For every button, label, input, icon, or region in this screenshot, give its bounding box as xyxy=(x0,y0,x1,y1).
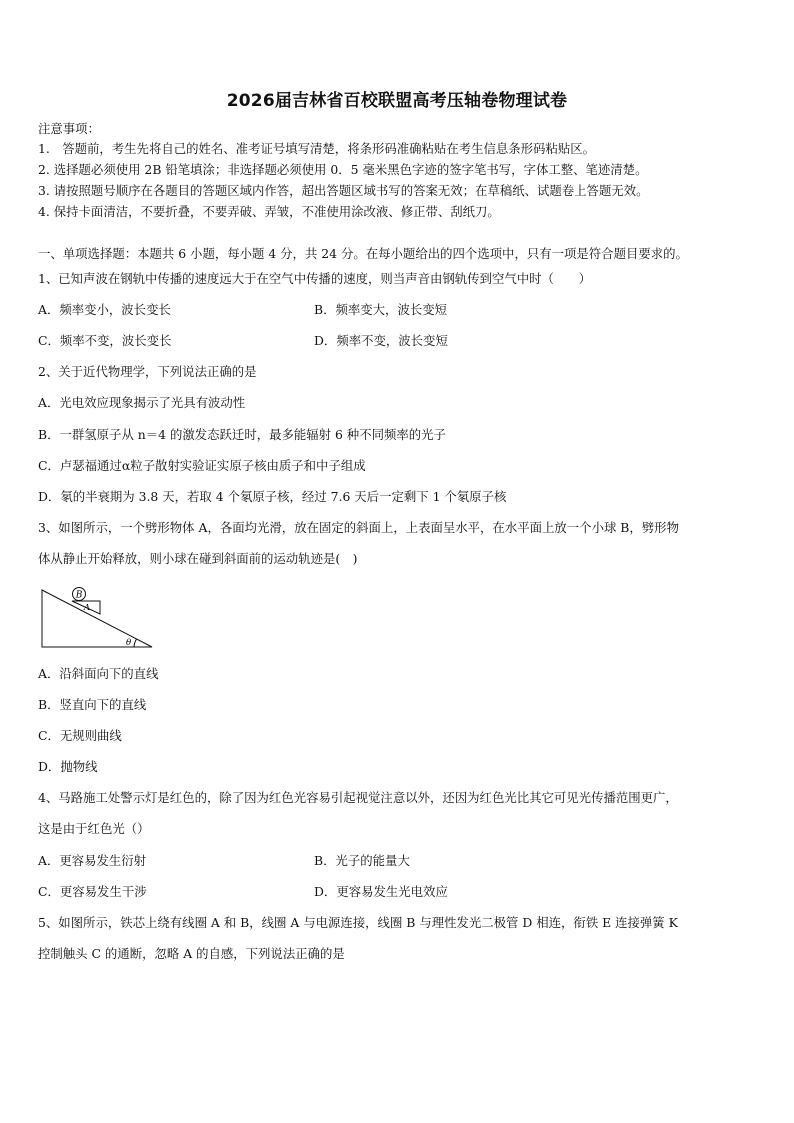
section-heading: 一、单项选择题：本题共 6 小题，每小题 4 分，共 24 分。在每小题给出的四个选项中，只有一项是符合题目要求的。 xyxy=(38,246,688,261)
q3-option-a: A．沿斜面向下的直线 xyxy=(38,666,159,681)
q2-option-c: C．卢瑟福通过α粒子散射实验证实原子核由质子和中子组成 xyxy=(38,458,366,473)
q1-option-b: B．频率变大，波长变短 xyxy=(314,302,448,317)
notice-item-2: 2. 选择题必须使用 2B 铅笔填涂；非选择题必须使用 0．5 毫米黑色字迹的签字笔书写，字体工整、笔迹清楚。 xyxy=(38,162,648,177)
q2-stem: 2、关于近代物理学，下列说法正确的是 xyxy=(38,364,257,379)
q4-stem-line2: 这是由于红色光（） xyxy=(38,821,150,836)
q3-stem-line1: 3、如图所示，一个劈形物体 A，各面均光滑，放在固定的斜面上，上表面呈水平，在水平面上放一个小球 B，劈形物 xyxy=(38,520,679,535)
q1-stem: 1、已知声波在钢轨中传播的速度远大于在空气中传播的速度，则当声音由钢轨传到空气中时（ ） xyxy=(38,271,592,286)
q2-option-a: A．光电效应现象揭示了光具有波动性 xyxy=(38,395,246,410)
notice-item-3: 3. 请按照题号顺序在各题目的答题区域内作答，超出答题区域书写的答案无效；在草稿纸、试题卷上答题无效。 xyxy=(38,183,649,198)
q3-stem-line2: 体从静止开始释放，则小球在碰到斜面前的运动轨迹是( ) xyxy=(38,551,358,566)
notice-item-4: 4. 保持卡面清洁，不要折叠，不要弄破、弄皱，不准使用涂改液、修正带、刮纸刀。 xyxy=(38,204,500,219)
q5-stem-line1: 5、如图所示，铁芯上绕有线圈 A 和 B，线圈 A 与电源连接，线圈 B 与理性发光二极管 D 相连，衔铁 E 连接弹簧 K xyxy=(38,915,678,930)
q1-option-d: D．频率不变，波长变短 xyxy=(314,333,448,348)
label-theta: θ xyxy=(126,638,132,648)
q1-option-a: A．频率变小，波长变长 xyxy=(38,302,171,317)
q4-stem-line1: 4、马路施工处警示灯是红色的，除了因为红色光容易引起视觉注意以外，还因为红色光比其它可见光传播范围更广， xyxy=(38,790,678,805)
q3-option-c: C．无规则曲线 xyxy=(38,728,122,743)
angle-arc xyxy=(134,639,137,647)
q2-option-d: D．氡的半衰期为 3.8 天，若取 4 个氡原子核，经过 7.6 天后一定剩下 1 个氡原子核 xyxy=(38,489,507,504)
q5-stem-line2: 控制触头 C 的通断，忽略 A 的自感，下列说法正确的是 xyxy=(38,946,345,961)
label-a: A xyxy=(83,603,91,613)
q4-option-a: A．更容易发生衍射 xyxy=(38,853,147,868)
q4-option-d: D．更容易发生光电效应 xyxy=(314,884,448,899)
q2-option-b: B．一群氢原子从 n＝4 的激发态跃迁时，最多能辐射 6 种不同频率的光子 xyxy=(38,427,446,442)
q3-option-d: D．抛物线 xyxy=(38,759,98,774)
notice-item-1: 1. 答题前，考生先将自己的姓名、准考证号填写清楚，将条形码准确粘贴在考生信息条形码粘贴区。 xyxy=(38,141,596,156)
exam-title: 2026届吉林省百校联盟高考压轴卷物理试卷 xyxy=(226,91,568,111)
wedge-incline-figure xyxy=(40,584,158,650)
notice-heading: 注意事项： xyxy=(38,121,100,136)
q4-option-b: B．光子的能量大 xyxy=(314,853,410,868)
q1-option-c: C．频率不变，波长变长 xyxy=(38,333,172,348)
incline-triangle xyxy=(42,590,152,647)
label-b: B xyxy=(75,590,83,601)
q4-option-c: C．更容易发生干涉 xyxy=(38,884,147,899)
q3-option-b: B．竖直向下的直线 xyxy=(38,697,147,712)
